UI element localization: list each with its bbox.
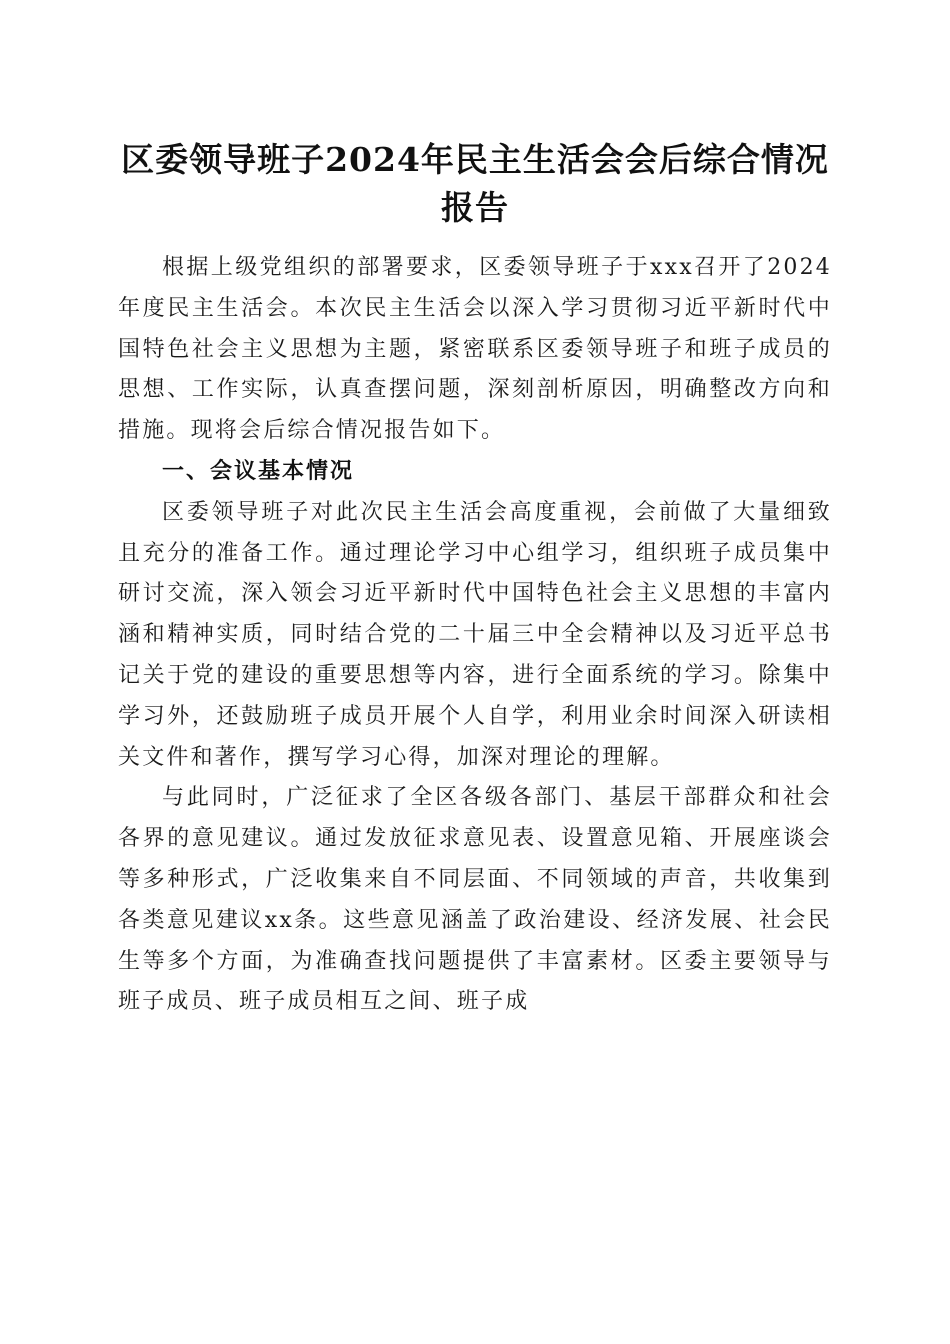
document-title: 区委领导班子2024年民主生活会会后综合情况报告 <box>121 140 829 227</box>
document-body <box>118 248 832 1023</box>
section-heading: 一、会议基本情况 <box>162 458 355 484</box>
section-paragraph: 与此同时，广泛征求了全区各级各部门、基层干部群众和社会各界的意见建议。通过发放征求意见表、设置意见箱、开展座谈会等多种形式，广泛收集来自不同层面、不同领域的声音，共收集到各类意见建议xx条。这些意见涵盖了政治建设、经济发展、社会民生等多个方面，为准确查找问题提供了丰富素材。区委主要领导与班子成员、班子成员相互之间、班子成 <box>118 785 832 1015</box>
section-paragraph: 区委领导班子对此次民主生活会高度重视，会前做了大量细致且充分的准备工作。通过理论学习中心组学习，组织班子成员集中研讨交流，深入领会习近平新时代中国特色社会主义思想的丰富内涵和精神实质，同时结合党的二十届三中全会精神以及习近平总书记关于党的建设的重要思想等内容，进行全面系统的学习。除集中学习外，还鼓励班子成员开展个人自学，利用业余时间深入研读相关文件和著作，撰写学习心得，加深对理论的理解。 <box>118 499 832 770</box>
intro-paragraph: 根据上级党组织的部署要求，区委领导班子于xxx召开了2024年度民主生活会。本次民主生活会以深入学习贯彻习近平新时代中国特色社会主义思想为主题，紧密联系区委领导班子和班子成员的思想、工作实际，认真查摆问题，深刻剖析原因，明确整改方向和措施。现将会后综合情况报告如下。 <box>118 255 832 444</box>
